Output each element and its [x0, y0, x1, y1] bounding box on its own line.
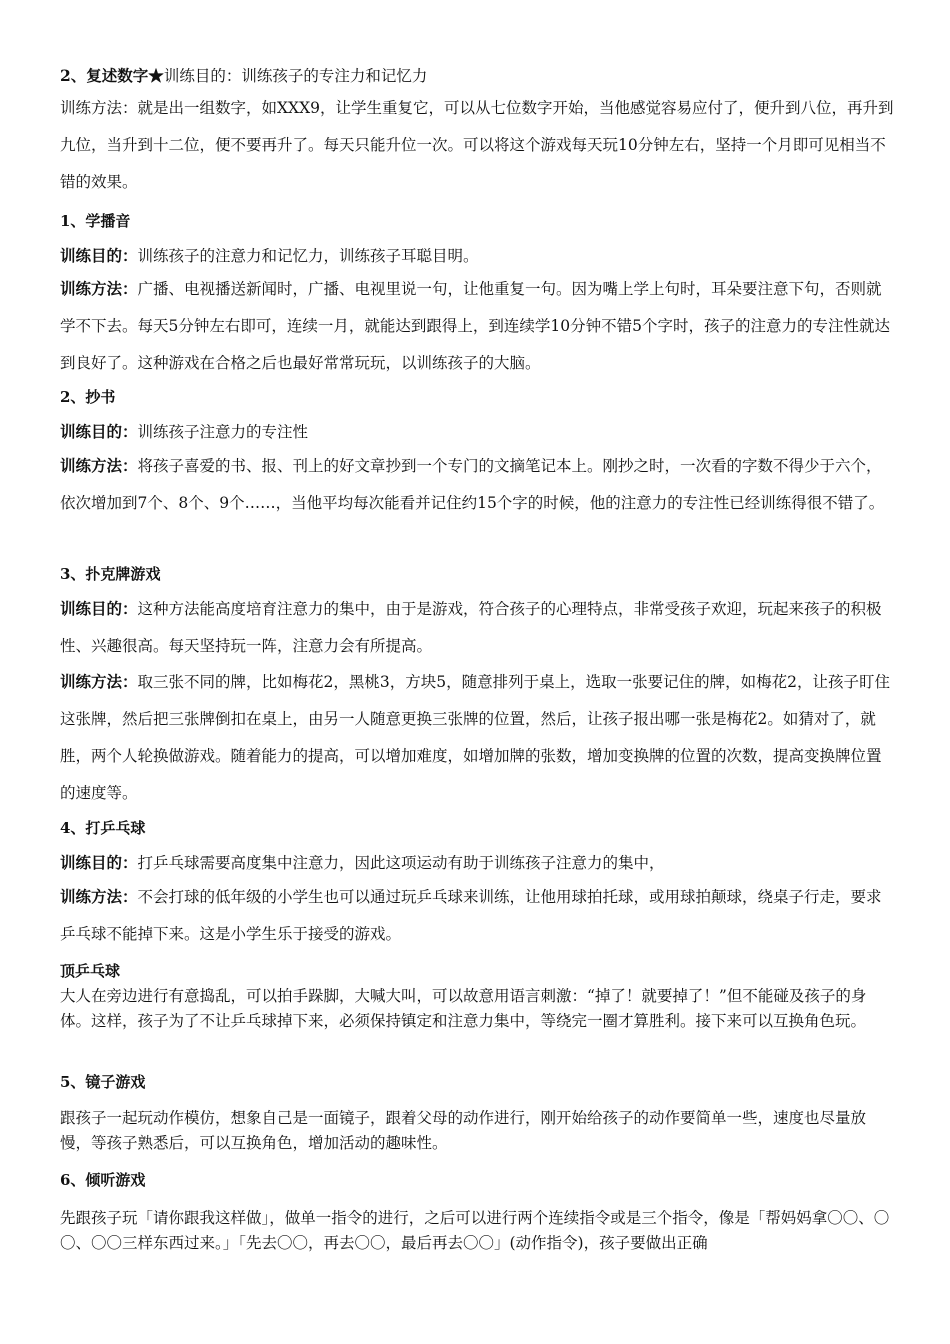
heading-poker-game: 3、扑克牌游戏 [60, 565, 161, 583]
paragraph-copy-book-method: 训练方法：将孩子喜爱的书、报、刊上的好文章抄到一个专门的文摘笔记本上。刚抄之时，一次看的字数不得少于六个，依次增加到7个、8个、9个……，当他平均每次能看并记住约15个字的时候，他的注意力的专注性已经训练得很不错了。 [60, 456, 885, 512]
paragraph-poker-purpose: 训练目的：这种方法能高度培育注意力的集中，由于是游戏，符合孩子的心理特点，非常受孩子欢迎，玩起来孩子的积极性、兴趣很高。每天坚持玩一阵，注意力会有所提高。 [60, 599, 882, 655]
paragraph-broadcast-method: 训练方法：广播、电视播送新闻时，广播、电视里说一句，让他重复一句。因为嘴上学上句时，耳朵要注意下句，否则就学不下去。每天5分钟左右即可，连续一月，就能达到跟得上，到连续学10分钟不错5个字时，孩子的注意力的专注性就达到良好了。这种游戏在合格之后也最好常常玩玩，以训练孩子的大脑。 [60, 279, 890, 372]
paragraph-broadcast-purpose: 训练目的：训练孩子的注意力和记忆力，训练孩子耳聪目明。 [60, 246, 479, 265]
paragraph-listening-game: 先跟孩子玩「请你跟我这样做」，做单一指令的进行，之后可以进行两个连续指令或是三个指令，像是「帮妈妈拿〇〇、〇〇、〇〇三样东西过来。」「先去〇〇，再去〇〇，最后再去〇〇」(动作指令)，孩子要做出正确 [60, 1209, 890, 1252]
heading-listening-game: 6、倾听游戏 [60, 1171, 146, 1189]
paragraph-balance-ping-pong: 大人在旁边进行有意捣乱，可以拍手跺脚，大喊大叫，可以故意用语言刺激：“掉了！就要掉了！”但不能碰及孩子的身体。这样，孩子为了不让乒乓球掉下来，必须保持镇定和注意力集中，等绕完一圈才算胜利。接下来可以互换角色玩。 [60, 987, 867, 1030]
paragraph-poker-method: 训练方法：取三张不同的牌，比如梅花2，黑桃3，方块5，随意排列于桌上，选取一张要记住的牌，如梅花2，让孩子盯住这张牌，然后把三张牌倒扣在桌上，由另一人随意更换三张牌的位置，然后，让孩子报出哪一张是梅花2。如猜对了，就胜，两个人轮换做游戏。随着能力的提高，可以增加难度，如增加牌的张数，增加变换牌的位置的次数，提高变换牌位置的速度等。 [60, 672, 890, 802]
heading-broadcast: 1、学播音 [60, 212, 131, 230]
heading-copy-book: 2、抄书 [60, 388, 116, 406]
paragraph-repeat-numbers-method: 训练方法：就是出一组数字，如XXX9，让学生重复它，可以从七位数字开始，当他感觉容易应付了，便升到八位，再升到九位，当升到十二位，便不要再升了。每天只能升位一次。可以将这个游戏每天玩10分钟左右，坚持一个月即可见相当不错的效果。 [60, 99, 894, 191]
heading-repeat-numbers: 2、复述数字★训练目的：训练孩子的专注力和记忆力 [60, 66, 428, 85]
paragraph-copy-book-purpose: 训练目的：训练孩子注意力的专注性 [60, 422, 309, 441]
paragraph-ping-pong-purpose: 训练目的：打乒乓球需要高度集中注意力，因此这项运动有助于训练孩子注意力的集中， [60, 853, 665, 872]
heading-ping-pong: 4、打乒乓球 [60, 819, 146, 837]
heading-mirror-game: 5、镜子游戏 [60, 1073, 146, 1091]
heading-balance-ping-pong: 顶乒乓球 [60, 962, 121, 980]
paragraph-ping-pong-method: 训练方法：不会打球的低年级的小学生也可以通过玩乒乓球来训练，让他用球拍托球，或用球拍颠球，绕桌子行走，要求乒乓球不能掉下来。这是小学生乐于接受的游戏。 [60, 887, 882, 943]
paragraph-mirror-game: 跟孩子一起玩动作模仿，想象自己是一面镜子，跟着父母的动作进行，刚开始给孩子的动作要简单一些，速度也尽量放慢，等孩子熟悉后，可以互换角色，增加活动的趣味性。 [60, 1109, 867, 1152]
star-icon: ★ [148, 66, 164, 85]
